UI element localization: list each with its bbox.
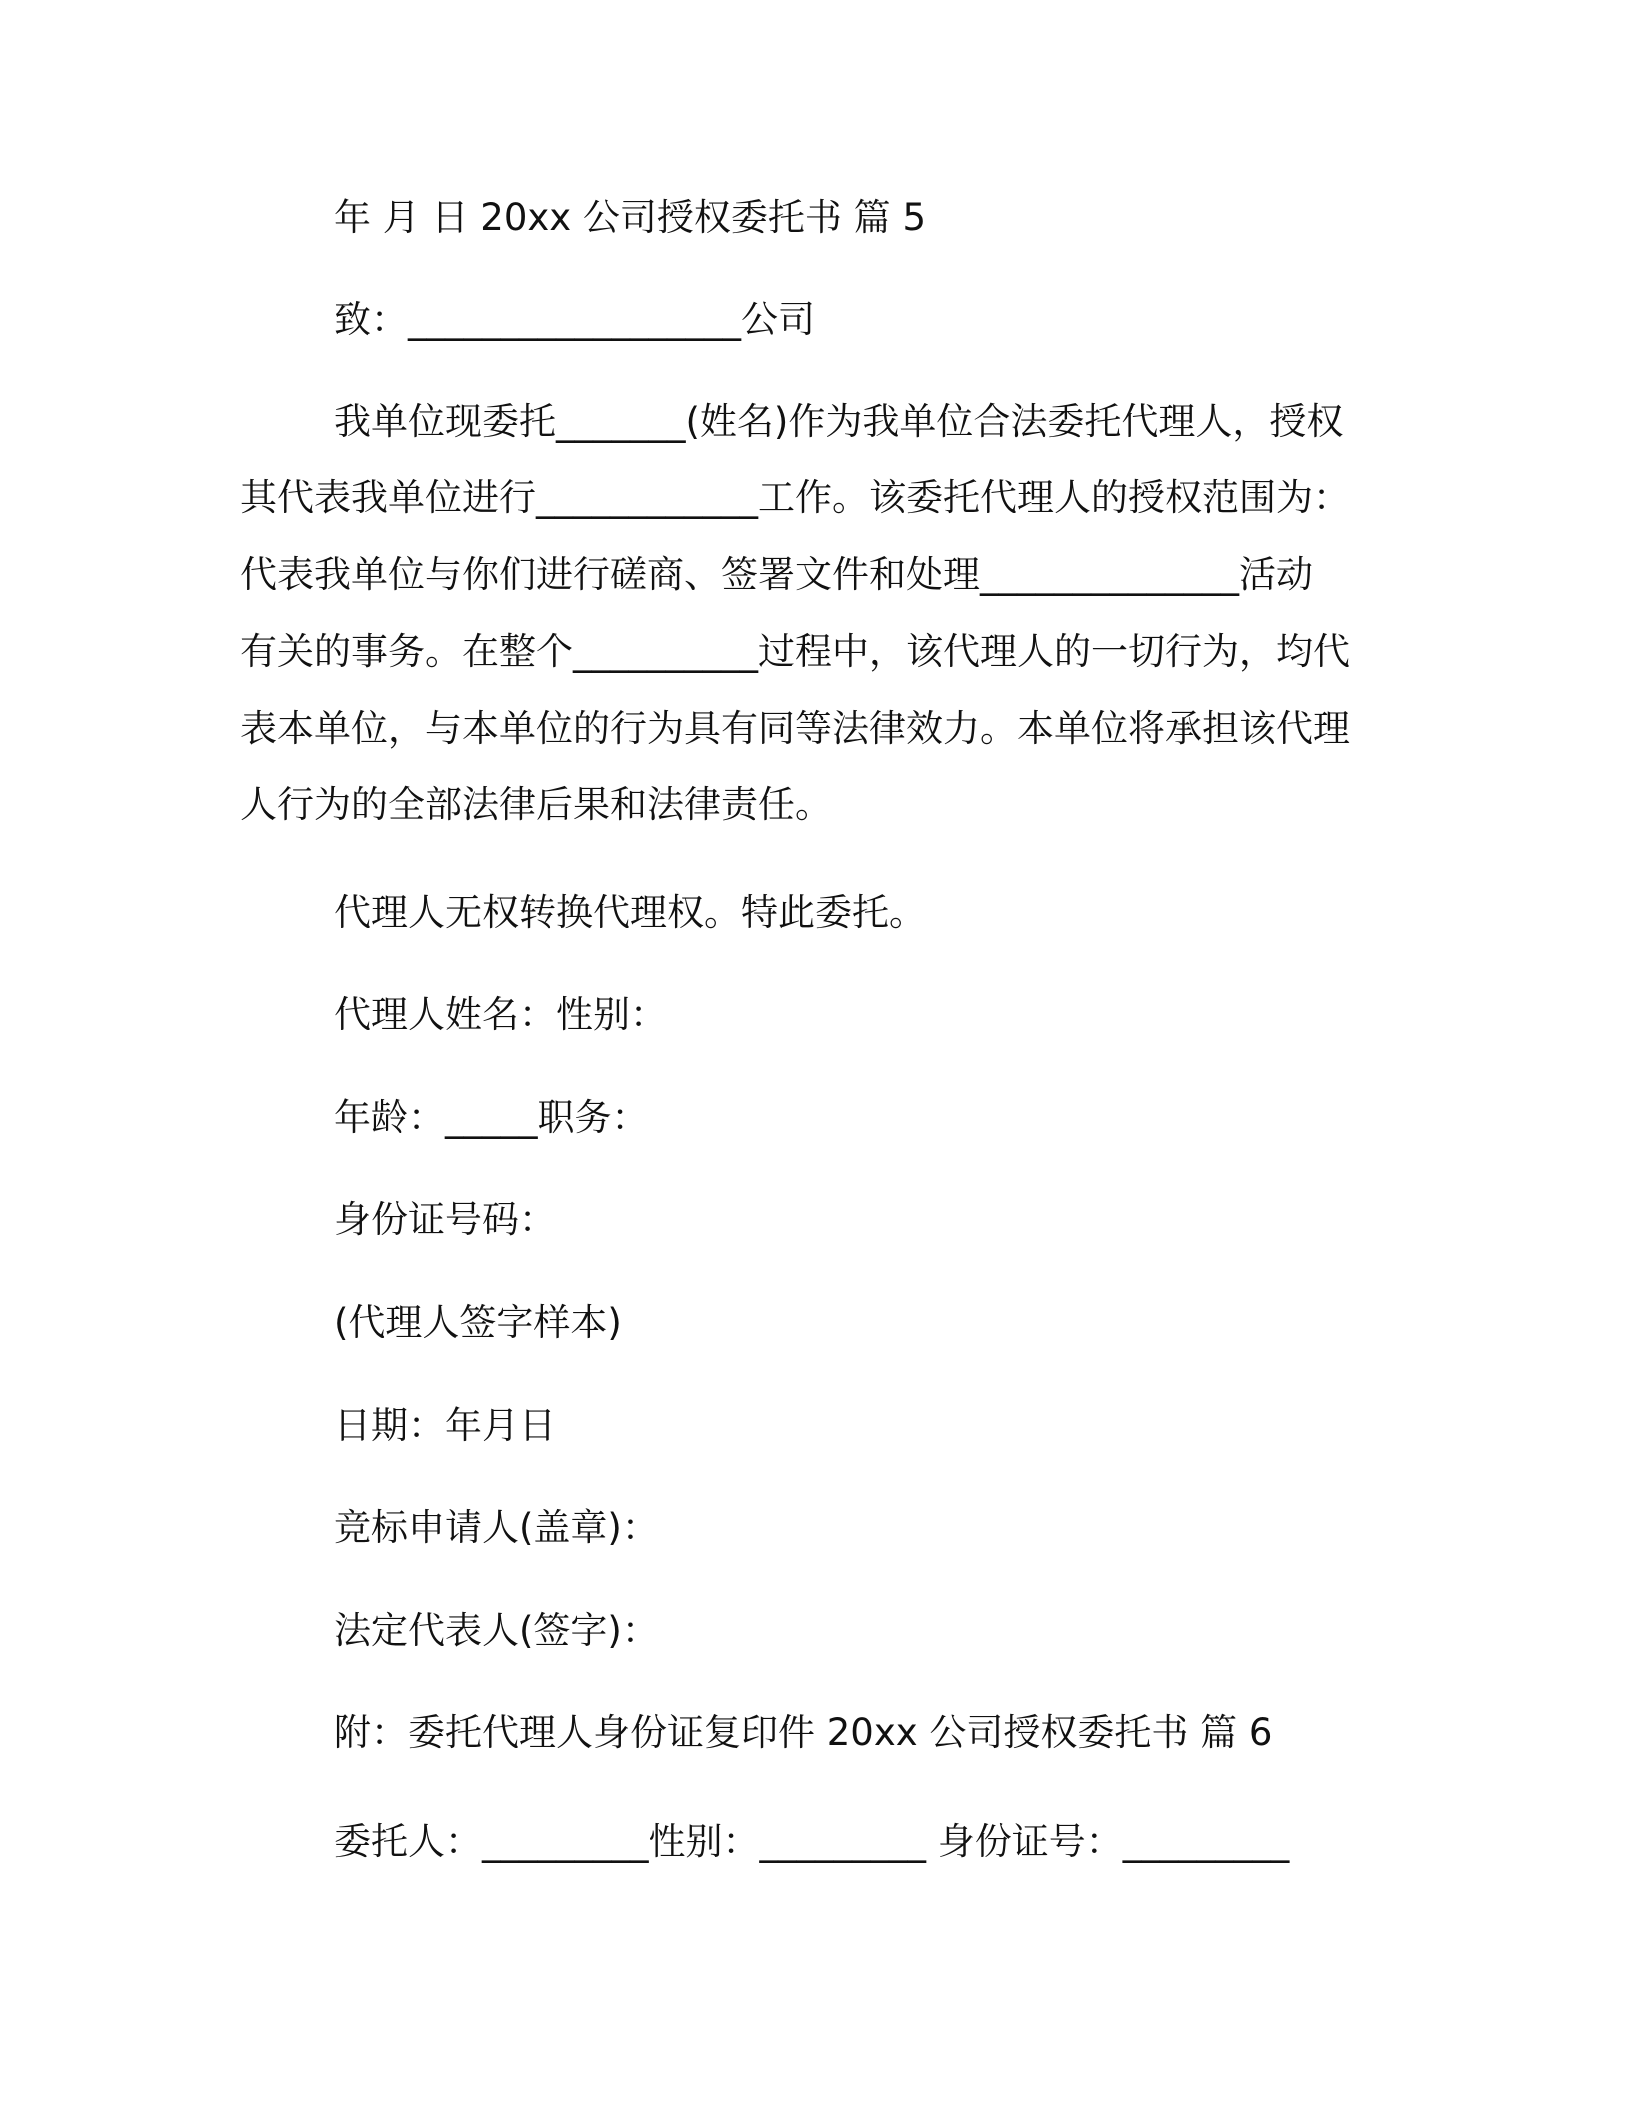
id-number: 身份证号码： <box>334 1198 556 1241</box>
attachment-line: 附：委托代理人身份证复印件 20xx 公司授权委托书 篇 6 <box>334 1711 1273 1754</box>
legal-rep-signature: 法定代表人(签字)： <box>334 1609 659 1652</box>
body-line-1: 我单位现委托_______(姓名)作为我单位合法委托代理人，授权 <box>334 400 1344 443</box>
signature-sample: (代理人签字样本) <box>334 1301 622 1344</box>
body-line-3: 代表我单位与你们进行磋商、签署文件和处理______________活动 <box>240 553 1313 596</box>
body-line-2: 其代表我单位进行____________工作。该委托代理人的授权范围为： <box>240 476 1350 519</box>
body-line-6: 人行为的全部法律后果和法律责任。 <box>240 783 832 826</box>
body-line-5: 表本单位，与本单位的行为具有同等法律效力。本单位将承担该代理 <box>240 707 1350 750</box>
title-line: 年 月 日 20xx 公司授权委托书 篇 5 <box>334 196 926 239</box>
body-line-4: 有关的事务。在整个__________过程中，该代理人的一切行为，均代 <box>240 630 1350 673</box>
agent-name-gender: 代理人姓名：性别： <box>334 993 667 1036</box>
applicant-seal: 竞标申请人(盖章)： <box>334 1506 659 1549</box>
principal-line: 委托人：_________性别：_________ 身份证号：_________ <box>334 1820 1290 1863</box>
age-position: 年龄：_____职务： <box>334 1096 649 1139</box>
date-line: 日期：年月日 <box>334 1404 556 1447</box>
to-line: 致：__________________公司 <box>334 298 815 341</box>
statement-line: 代理人无权转换代理权。特此委托。 <box>334 891 926 934</box>
